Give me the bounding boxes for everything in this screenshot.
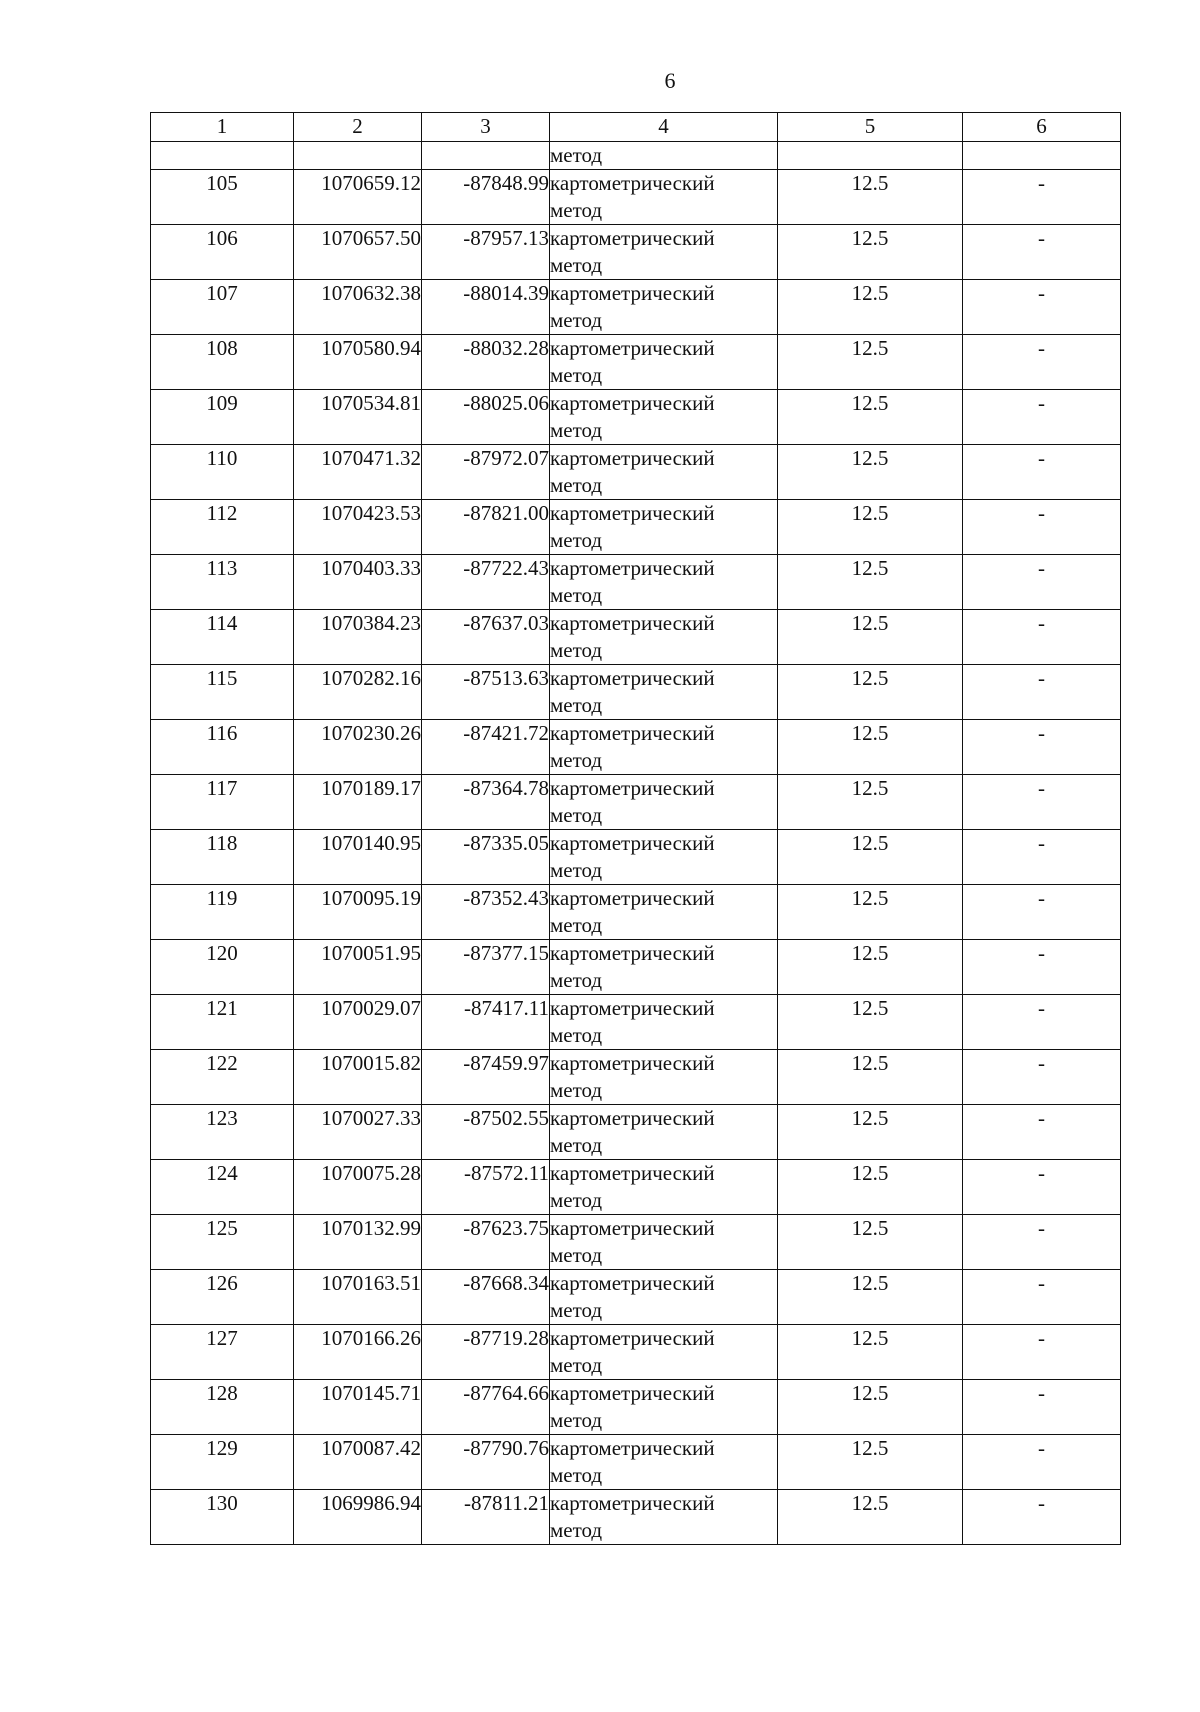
description-cell: - (963, 500, 1121, 555)
method-line: метод (550, 253, 603, 277)
table-row (151, 1490, 1121, 1545)
y-coordinate-cell: -87364.78 (422, 775, 550, 830)
accuracy-cell: 12.5 (778, 390, 963, 445)
method-line: картометрический (550, 1161, 715, 1185)
method-cell (550, 885, 778, 940)
accuracy-cell: 12.5 (778, 1270, 963, 1325)
x-coordinate-cell: 1070029.07 (294, 995, 422, 1050)
accuracy-cell: 12.5 (778, 170, 963, 225)
x-coordinate-cell: 1070140.95 (294, 830, 422, 885)
point-number-cell: 107 (151, 280, 294, 335)
y-coordinate-cell: -87821.00 (422, 500, 550, 555)
description-cell: - (963, 390, 1121, 445)
y-coordinate-cell: -87957.13 (422, 225, 550, 280)
description-cell: - (963, 280, 1121, 335)
accuracy-cell: 12.5 (778, 775, 963, 830)
method-line: картометрический (550, 391, 715, 415)
accuracy-cell: 12.5 (778, 1160, 963, 1215)
y-coordinate-cell: -87502.55 (422, 1105, 550, 1160)
method-line: метод (550, 308, 603, 332)
y-coordinate-cell: -87811.21 (422, 1490, 550, 1545)
method-cell (550, 170, 778, 225)
column-header: 5 (778, 113, 963, 142)
method-cell (550, 280, 778, 335)
accuracy-cell: 12.5 (778, 1325, 963, 1380)
method-line: картометрический (550, 171, 715, 195)
method-line: картометрический (550, 831, 715, 855)
table-row (151, 665, 1121, 720)
point-number-cell: 124 (151, 1160, 294, 1215)
x-coordinate-cell: 1070163.51 (294, 1270, 422, 1325)
method-line: картометрический (550, 776, 715, 800)
x-coordinate-cell: 1070534.81 (294, 390, 422, 445)
method-cell (550, 1435, 778, 1490)
y-coordinate-cell: -87377.15 (422, 940, 550, 995)
method-line: картометрический (550, 886, 715, 910)
description-cell: - (963, 830, 1121, 885)
description-cell: - (963, 170, 1121, 225)
table-row (151, 225, 1121, 280)
y-coordinate-cell: -87764.66 (422, 1380, 550, 1435)
point-number-cell: 125 (151, 1215, 294, 1270)
point-number-cell: 106 (151, 225, 294, 280)
method-line: картометрический (550, 226, 715, 250)
description-cell: - (963, 720, 1121, 775)
point-number-cell: 116 (151, 720, 294, 775)
description-cell: - (963, 665, 1121, 720)
description-cell: - (963, 775, 1121, 830)
method-line: метод (550, 803, 603, 827)
method-cell (550, 1160, 778, 1215)
y-coordinate-cell: -87722.43 (422, 555, 550, 610)
y-coordinate-cell: -87421.72 (422, 720, 550, 775)
y-coordinate-cell: -87513.63 (422, 665, 550, 720)
y-coordinate-cell: -87637.03 (422, 610, 550, 665)
table-row (151, 610, 1121, 665)
method-line: картометрический (550, 1436, 715, 1460)
method-cell (550, 1380, 778, 1435)
accuracy-cell: 12.5 (778, 720, 963, 775)
description-cell: - (963, 995, 1121, 1050)
coordinates-table (150, 112, 1121, 1545)
table-row (151, 1160, 1121, 1215)
method-line: картометрический (550, 1051, 715, 1075)
method-line: метод (550, 858, 603, 882)
description-cell: - (963, 1215, 1121, 1270)
x-coordinate-cell: 1070471.32 (294, 445, 422, 500)
point-number-cell: 110 (151, 445, 294, 500)
y-coordinate-cell: -87335.05 (422, 830, 550, 885)
accuracy-cell: 12.5 (778, 500, 963, 555)
table-row (151, 720, 1121, 775)
accuracy-cell: 12.5 (778, 830, 963, 885)
x-coordinate-cell: 1070166.26 (294, 1325, 422, 1380)
description-cell: - (963, 335, 1121, 390)
x-coordinate-cell: 1070423.53 (294, 500, 422, 555)
y-coordinate-cell: -88014.39 (422, 280, 550, 335)
method-line: метод (550, 583, 603, 607)
y-coordinate-cell: -87790.76 (422, 1435, 550, 1490)
y-coordinate-cell: -88025.06 (422, 390, 550, 445)
method-cell (550, 1490, 778, 1545)
x-coordinate-cell: 1070075.28 (294, 1160, 422, 1215)
description-cell: - (963, 445, 1121, 500)
column-header: 2 (294, 113, 422, 142)
accuracy-cell: 12.5 (778, 1050, 963, 1105)
point-number-cell: 121 (151, 995, 294, 1050)
method-line: картометрический (550, 1326, 715, 1350)
description-cell: - (963, 1050, 1121, 1105)
description-cell: - (963, 1490, 1121, 1545)
method-line: метод (550, 1463, 603, 1487)
point-number-cell: 117 (151, 775, 294, 830)
x-coordinate-cell: 1070145.71 (294, 1380, 422, 1435)
y-coordinate-cell: -87352.43 (422, 885, 550, 940)
point-number-cell: 126 (151, 1270, 294, 1325)
table-row (151, 830, 1121, 885)
continuation-row (151, 142, 1121, 170)
table-row (151, 445, 1121, 500)
method-line: метод (550, 1188, 603, 1212)
table-row (151, 280, 1121, 335)
method-cell (550, 720, 778, 775)
method-line: картометрический (550, 281, 715, 305)
method-line: метод (550, 913, 603, 937)
point-number-cell: 108 (151, 335, 294, 390)
y-coordinate-cell: -87572.11 (422, 1160, 550, 1215)
table-row (151, 775, 1121, 830)
method-line: метод (550, 1353, 603, 1377)
x-coordinate-cell: 1070051.95 (294, 940, 422, 995)
method-line: метод (550, 363, 603, 387)
description-cell: - (963, 885, 1121, 940)
accuracy-cell: 12.5 (778, 610, 963, 665)
method-cell (550, 500, 778, 555)
description-cell: - (963, 1325, 1121, 1380)
page-number: 6 (664, 68, 676, 93)
method-cell (550, 445, 778, 500)
x-coordinate-cell: 1069986.94 (294, 1490, 422, 1545)
point-number-cell: 129 (151, 1435, 294, 1490)
point-number-cell: 114 (151, 610, 294, 665)
method-line: метод (550, 528, 603, 552)
method-line: картометрический (550, 996, 715, 1020)
table-row (151, 500, 1121, 555)
method-line: картометрический (550, 941, 715, 965)
method-cell (550, 995, 778, 1050)
accuracy-cell: 12.5 (778, 1380, 963, 1435)
method-line: картометрический (550, 556, 715, 580)
table-row (151, 1270, 1121, 1325)
method-line: картометрический (550, 1216, 715, 1240)
method-line: метод (550, 693, 603, 717)
table-row (151, 390, 1121, 445)
table-row (151, 335, 1121, 390)
method-cell (550, 610, 778, 665)
y-coordinate-cell: -87848.99 (422, 170, 550, 225)
point-number-cell: 123 (151, 1105, 294, 1160)
method-line: картометрический (550, 501, 715, 525)
x-coordinate-cell: 1070632.38 (294, 280, 422, 335)
description-cell: - (963, 1105, 1121, 1160)
method-cell (550, 335, 778, 390)
description-cell: - (963, 1380, 1121, 1435)
method-line: метод (550, 1408, 603, 1432)
accuracy-cell: 12.5 (778, 1215, 963, 1270)
point-number-cell: 120 (151, 940, 294, 995)
method-line: метод (550, 748, 603, 772)
x-coordinate-cell: 1070095.19 (294, 885, 422, 940)
description-cell: - (963, 1160, 1121, 1215)
point-number-cell: 105 (151, 170, 294, 225)
method-line: картометрический (550, 721, 715, 745)
description-cell: - (963, 940, 1121, 995)
y-coordinate-cell: -87623.75 (422, 1215, 550, 1270)
table-row (151, 1325, 1121, 1380)
description-cell: - (963, 1435, 1121, 1490)
description-cell: - (963, 225, 1121, 280)
point-number-cell: 128 (151, 1380, 294, 1435)
accuracy-cell: 12.5 (778, 1435, 963, 1490)
y-coordinate-cell: -87972.07 (422, 445, 550, 500)
table-row (151, 940, 1121, 995)
method-line: метод (550, 1133, 603, 1157)
x-coordinate-cell: 1070015.82 (294, 1050, 422, 1105)
table-row (151, 1380, 1121, 1435)
point-number-cell: 127 (151, 1325, 294, 1380)
column-header: 4 (550, 113, 778, 142)
table-row (151, 555, 1121, 610)
accuracy-cell: 12.5 (778, 1490, 963, 1545)
method-line: картометрический (550, 446, 715, 470)
table-row (151, 1215, 1121, 1270)
method-line: метод (550, 1023, 603, 1047)
point-number-cell: 113 (151, 555, 294, 610)
x-coordinate-cell: 1070403.33 (294, 555, 422, 610)
method-cell (550, 830, 778, 885)
description-cell: - (963, 610, 1121, 665)
point-number-cell: 118 (151, 830, 294, 885)
accuracy-cell: 12.5 (778, 940, 963, 995)
x-coordinate-cell: 1070384.23 (294, 610, 422, 665)
x-coordinate-cell: 1070230.26 (294, 720, 422, 775)
method-line: метод (550, 638, 603, 662)
method-cell (550, 1105, 778, 1160)
point-number-cell: 109 (151, 390, 294, 445)
y-coordinate-cell: -87668.34 (422, 1270, 550, 1325)
method-cell (550, 665, 778, 720)
accuracy-cell: 12.5 (778, 225, 963, 280)
x-coordinate-cell: 1070087.42 (294, 1435, 422, 1490)
accuracy-cell: 12.5 (778, 665, 963, 720)
method-cell (550, 555, 778, 610)
method-line: метод (550, 418, 603, 442)
method-line: картометрический (550, 611, 715, 635)
point-number-cell: 119 (151, 885, 294, 940)
accuracy-cell: 12.5 (778, 995, 963, 1050)
method-line: метод (550, 1518, 603, 1542)
y-coordinate-cell: -87459.97 (422, 1050, 550, 1105)
method-line: метод (550, 1243, 603, 1267)
x-coordinate-cell: 1070282.16 (294, 665, 422, 720)
method-cell: метод (550, 142, 778, 170)
table-row (151, 1105, 1121, 1160)
accuracy-cell: 12.5 (778, 555, 963, 610)
description-cell: - (963, 555, 1121, 610)
column-header: 6 (963, 113, 1121, 142)
x-coordinate-cell: 1070580.94 (294, 335, 422, 390)
point-number-cell: 115 (151, 665, 294, 720)
method-cell (550, 1270, 778, 1325)
method-line: картометрический (550, 336, 715, 360)
method-cell (550, 1215, 778, 1270)
y-coordinate-cell: -87417.11 (422, 995, 550, 1050)
accuracy-cell: 12.5 (778, 335, 963, 390)
method-line: картометрический (550, 1381, 715, 1405)
x-coordinate-cell: 1070657.50 (294, 225, 422, 280)
x-coordinate-cell: 1070189.17 (294, 775, 422, 830)
table-row (151, 170, 1121, 225)
method-line: метод (550, 1298, 603, 1322)
method-cell (550, 1050, 778, 1105)
table-row (151, 995, 1121, 1050)
table-row (151, 885, 1121, 940)
method-cell (550, 1325, 778, 1380)
point-number-cell: 112 (151, 500, 294, 555)
accuracy-cell: 12.5 (778, 885, 963, 940)
method-line: картометрический (550, 1271, 715, 1295)
method-cell (550, 390, 778, 445)
description-cell: - (963, 1270, 1121, 1325)
table-row (151, 1050, 1121, 1105)
method-line: картометрический (550, 1106, 715, 1130)
y-coordinate-cell: -87719.28 (422, 1325, 550, 1380)
x-coordinate-cell: 1070132.99 (294, 1215, 422, 1270)
accuracy-cell: 12.5 (778, 1105, 963, 1160)
point-number-cell: 130 (151, 1490, 294, 1545)
table-row (151, 1435, 1121, 1490)
column-header: 3 (422, 113, 550, 142)
x-coordinate-cell: 1070027.33 (294, 1105, 422, 1160)
column-header: 1 (151, 113, 294, 142)
accuracy-cell: 12.5 (778, 280, 963, 335)
y-coordinate-cell: -88032.28 (422, 335, 550, 390)
point-number-cell: 122 (151, 1050, 294, 1105)
method-cell (550, 775, 778, 830)
table-header-row (151, 113, 1121, 142)
accuracy-cell: 12.5 (778, 445, 963, 500)
method-cell (550, 940, 778, 995)
method-line: метод (550, 968, 603, 992)
method-line: метод (550, 473, 603, 497)
method-line: метод (550, 1078, 603, 1102)
method-line: метод (550, 198, 603, 222)
method-cell (550, 225, 778, 280)
method-line: картометрический (550, 666, 715, 690)
x-coordinate-cell: 1070659.12 (294, 170, 422, 225)
method-line: картометрический (550, 1491, 715, 1515)
